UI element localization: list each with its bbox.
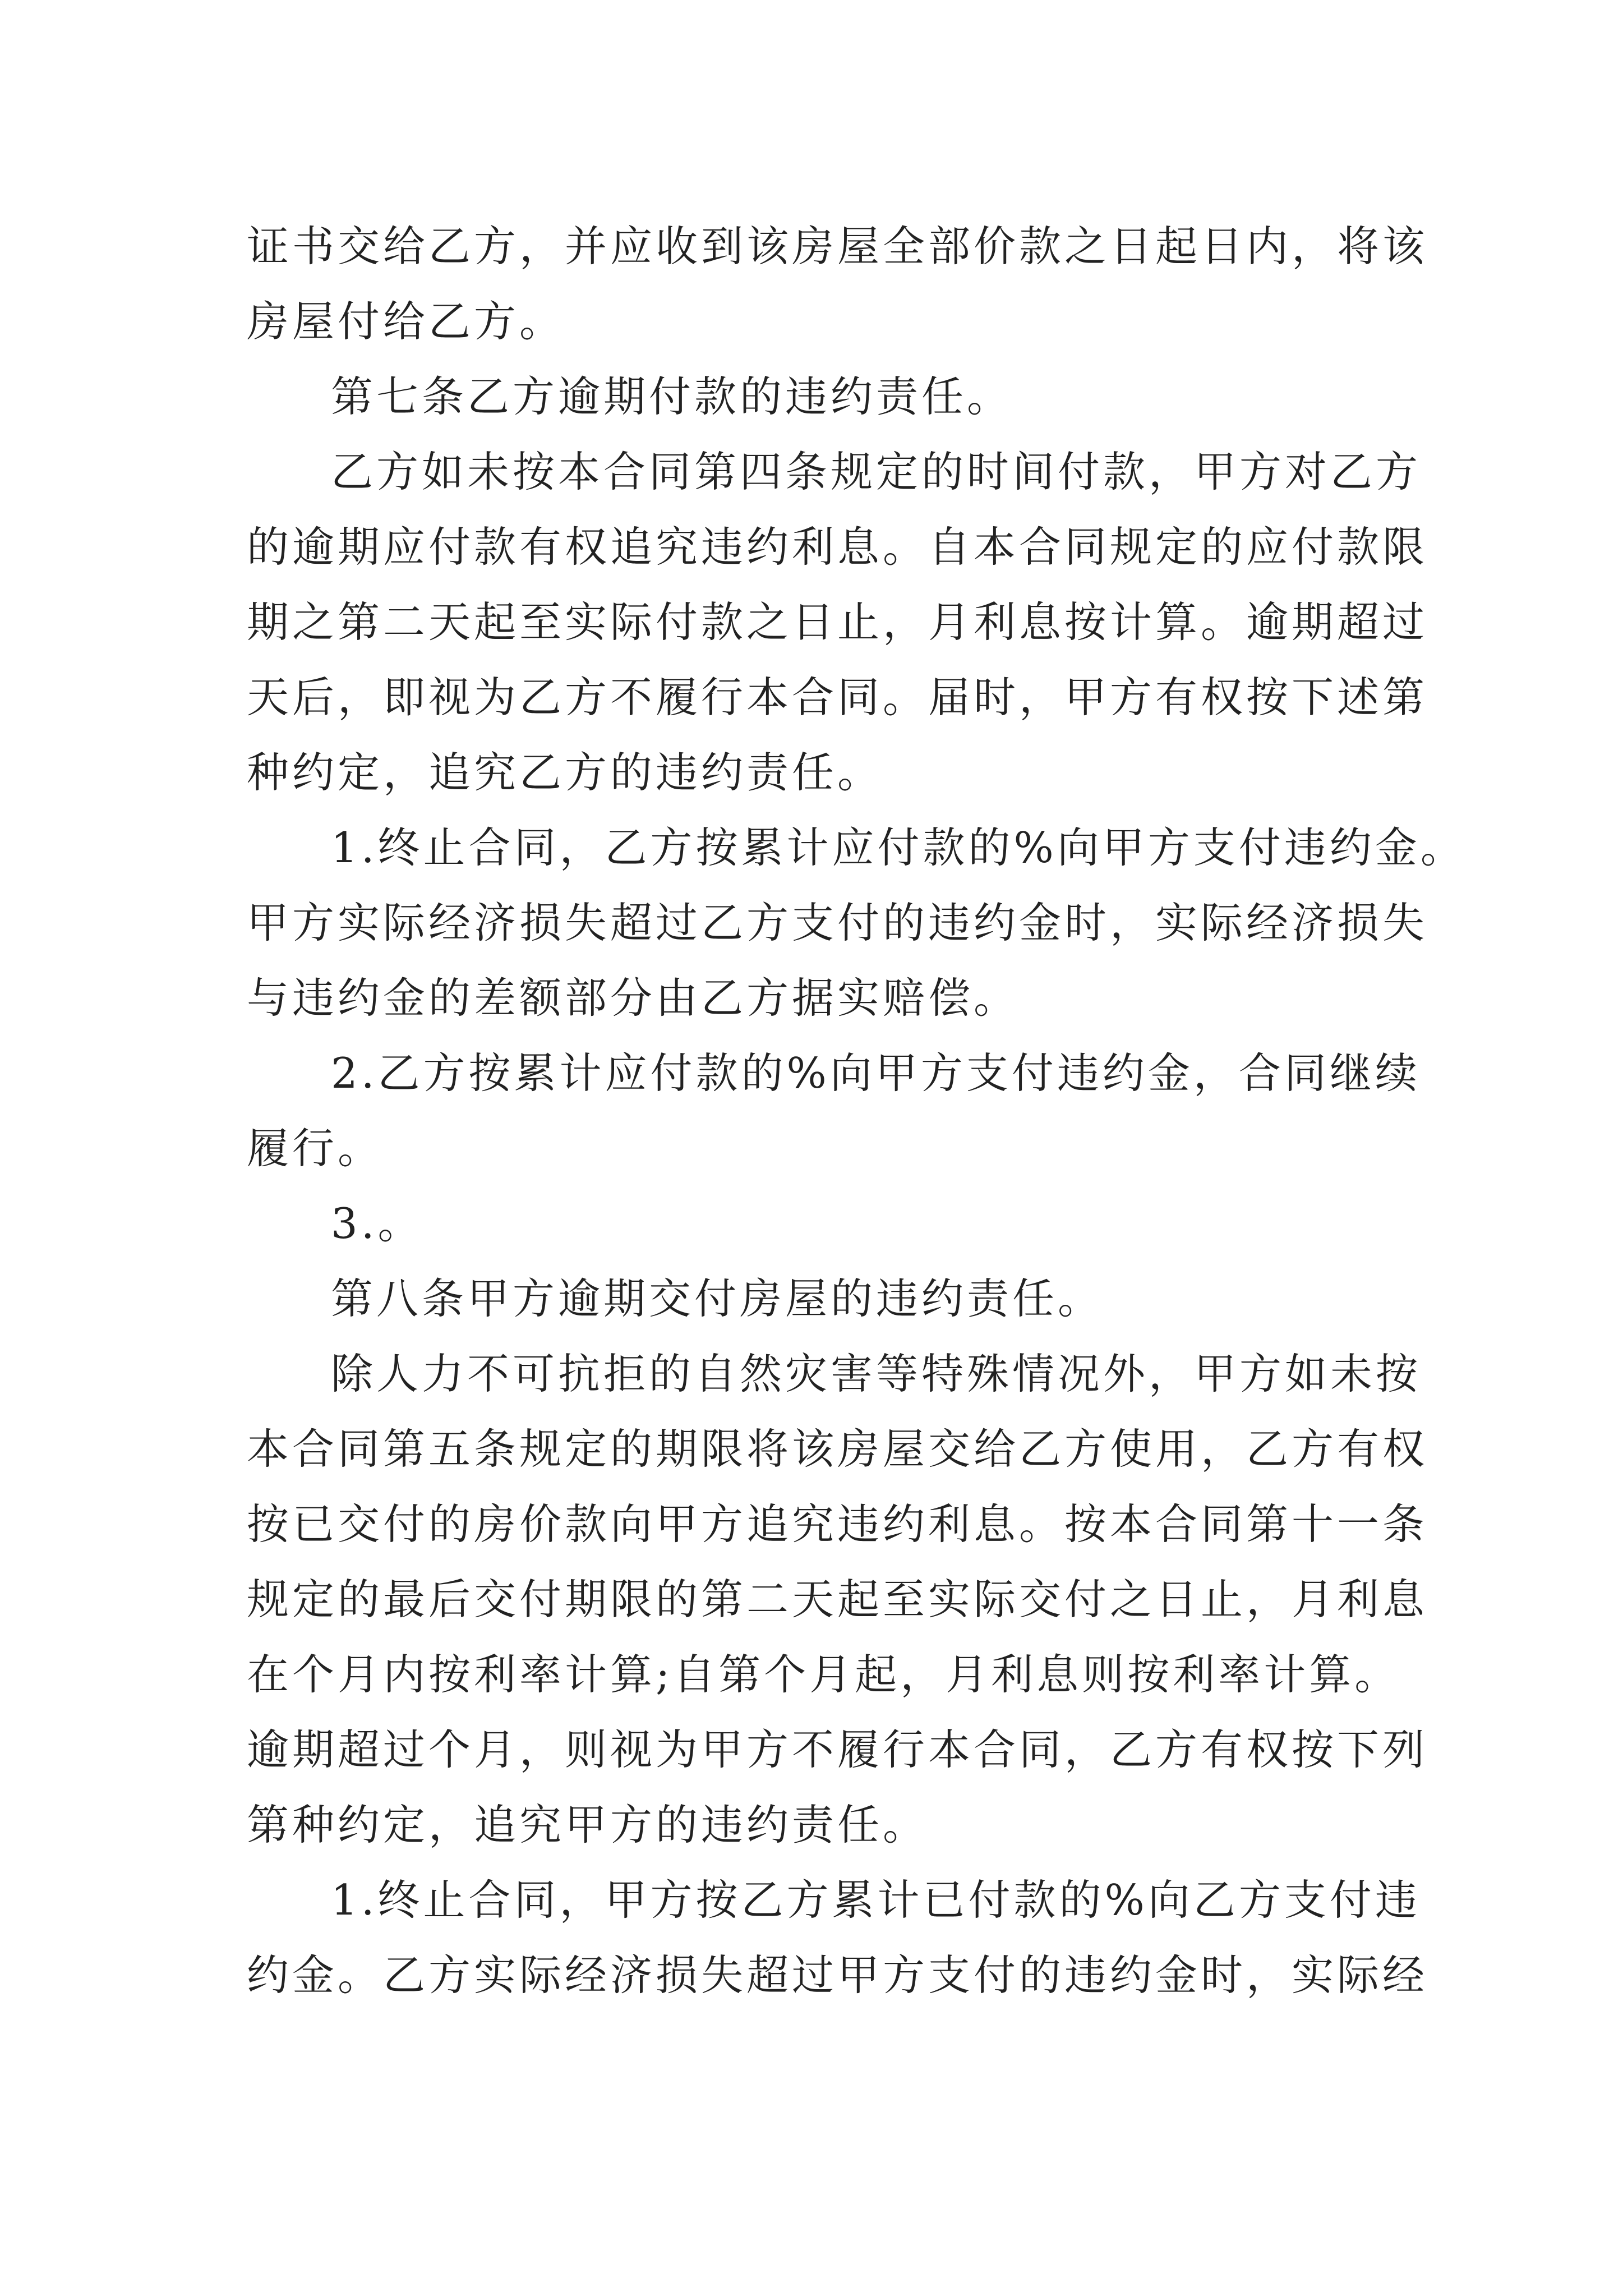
text-line: 规定的最后交付期限的第二天起至实际交付之日止，月利息	[247, 1575, 1428, 1624]
text-line: 第七条乙方逾期付款的违约责任。	[331, 372, 1013, 421]
text-line: 天后，即视为乙方不履行本合同。届时，甲方有权按下述第	[247, 673, 1428, 722]
text-line: 按已交付的房价款向甲方追究违约利息。按本合同第十一条	[247, 1499, 1428, 1549]
text-line: 乙方如未按本合同第四条规定的时间付款，甲方对乙方	[331, 447, 1422, 496]
text-line: 甲方实际经济损失超过乙方支付的违约金时，实际经济损失	[247, 898, 1428, 947]
text-line: 1.终止合同，乙方按累计应付款的%向甲方支付违约金。	[331, 823, 1466, 872]
text-line: 在个月内按利率计算;自第个月起，月利息则按利率计算。	[247, 1650, 1400, 1699]
text-line: 1.终止合同，甲方按乙方累计已付款的%向乙方支付违	[331, 1875, 1421, 1925]
text-line: 期之第二天起至实际付款之日止，月利息按计算。逾期超过	[247, 597, 1428, 647]
text-line: 逾期超过个月，则视为甲方不履行本合同，乙方有权按下列	[247, 1725, 1428, 1774]
text-line: 与违约金的差额部分由乙方据实赔偿。	[247, 973, 1020, 1023]
text-line: 房屋付给乙方。	[247, 297, 565, 346]
text-line: 约金。乙方实际经济损失超过甲方支付的违约金时，实际经	[247, 1950, 1428, 2000]
text-line: 2.乙方按累计应付款的%向甲方支付违约金，合同继续	[331, 1048, 1421, 1098]
text-line: 第种约定，追究甲方的违约责任。	[247, 1800, 929, 1849]
text-line: 本合同第五条规定的期限将该房屋交给乙方使用，乙方有权	[247, 1424, 1428, 1474]
document-body	[247, 209, 1466, 2013]
text-line: 除人力不可抗拒的自然灾害等特殊情况外，甲方如未按	[331, 1349, 1422, 1398]
text-line: 3.。	[331, 1199, 423, 1248]
text-line: 种约定，追究乙方的违约责任。	[247, 748, 883, 797]
text-line: 履行。	[247, 1124, 384, 1173]
text-line: 的逾期应付款有权追究违约利息。自本合同规定的应付款限	[247, 522, 1428, 572]
text-line: 证书交给乙方，并应收到该房屋全部价款之日起日内，将该	[247, 222, 1428, 271]
text-line: 第八条甲方逾期交付房屋的违约责任。	[331, 1274, 1104, 1323]
